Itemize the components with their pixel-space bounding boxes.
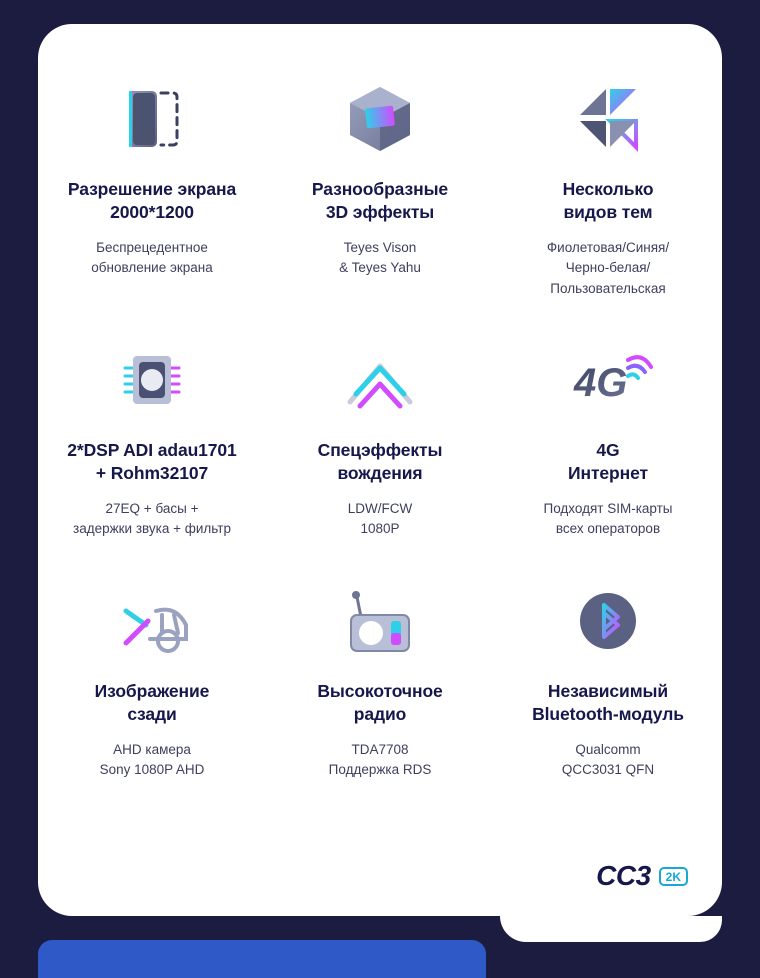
feature-title-line1: Высокоточное — [317, 680, 443, 701]
feature-title-line2: Bluetooth-модуль — [532, 703, 684, 724]
feature-sub-line1: Подходят SIM-карты — [543, 501, 673, 517]
feature-title-line1: Разнообразные — [311, 179, 449, 199]
feature-title-line2: вождения — [337, 463, 423, 484]
feature-title-line2: 2000*1200 — [110, 202, 194, 223]
feature-sub-line1: Беспрецедентное — [96, 240, 208, 256]
feature-sub-line2: обновление экрана — [91, 260, 213, 276]
feature-title-line1: Изображение — [94, 680, 210, 701]
feature-sub-line1: 27EQ + басы + — [105, 501, 199, 517]
feature-sub-line2: & Teyes Yahu — [339, 260, 421, 276]
brand-logo-text: CC3 — [596, 860, 651, 891]
feature-sub-line1: Фиолетовая/Синяя/ — [546, 240, 670, 256]
feature-sub-line1: LDW/FCW — [347, 501, 413, 517]
cube-3d-effects-icon — [276, 64, 484, 174]
feature-title-line1: Спецэффекты — [317, 439, 443, 460]
feature-item — [494, 325, 722, 540]
feature-title-line1: 4G — [596, 439, 620, 460]
screen-resolution-icon — [48, 64, 256, 174]
bottom-strip — [38, 940, 486, 978]
driving-effects-icon — [276, 325, 484, 435]
feature-item — [266, 566, 494, 781]
svg-text:4G: 4G — [574, 360, 628, 405]
feature-grid — [38, 64, 722, 806]
feature-item — [266, 64, 494, 299]
feature-item — [38, 566, 266, 781]
feature-item — [494, 64, 722, 299]
feature-sub-line2: всех операторов — [555, 521, 661, 537]
feature-card — [38, 24, 722, 916]
4g-internet-icon — [504, 325, 712, 435]
feature-title-line1: Несколько — [562, 179, 654, 199]
feature-title-line2: + Rohm32107 — [95, 463, 209, 484]
feature-sub-line1: Qualcomm — [575, 741, 641, 757]
feature-title-line1: 2*DSP ADI adau1701 — [67, 439, 237, 460]
dsp-chip-icon — [48, 325, 256, 435]
brand-logo — [596, 860, 688, 892]
feature-sub-line1: AHD камера — [113, 741, 191, 757]
feature-sub-line3: Пользовательская — [550, 280, 666, 296]
feature-sub-line2: 1080P — [360, 521, 400, 537]
feature-sub-line2: Sony 1080P AHD — [99, 762, 205, 778]
rear-camera-icon — [48, 566, 256, 676]
card-notch — [500, 916, 722, 942]
themes-icon — [504, 64, 712, 174]
feature-title-line2: видов тем — [563, 202, 653, 223]
feature-title-line2: 3D эффекты — [325, 202, 435, 223]
radio-icon — [276, 566, 484, 676]
feature-sub-line1: Teyes Vison — [343, 240, 417, 256]
feature-title-line1: Независимый — [547, 680, 669, 701]
feature-item — [38, 64, 266, 299]
feature-item — [38, 325, 266, 540]
brand-logo-badge: 2K — [659, 867, 688, 886]
feature-sub-line2: QCC3031 QFN — [561, 762, 655, 778]
feature-sub-line2: Поддержка RDS — [328, 762, 432, 778]
feature-title-line2: Интернет — [568, 463, 648, 484]
feature-sub-line2: задержки звука + фильтр — [73, 521, 231, 537]
feature-sub-line2: Черно-белая/ — [565, 260, 651, 276]
feature-title-line1: Разрешение экрана — [67, 179, 237, 199]
feature-title-line2: радио — [353, 703, 407, 724]
feature-title-line2: сзади — [127, 703, 177, 724]
feature-item — [266, 325, 494, 540]
feature-item — [494, 566, 722, 781]
feature-sub-line1: TDA7708 — [351, 741, 409, 757]
bluetooth-icon — [504, 566, 712, 676]
